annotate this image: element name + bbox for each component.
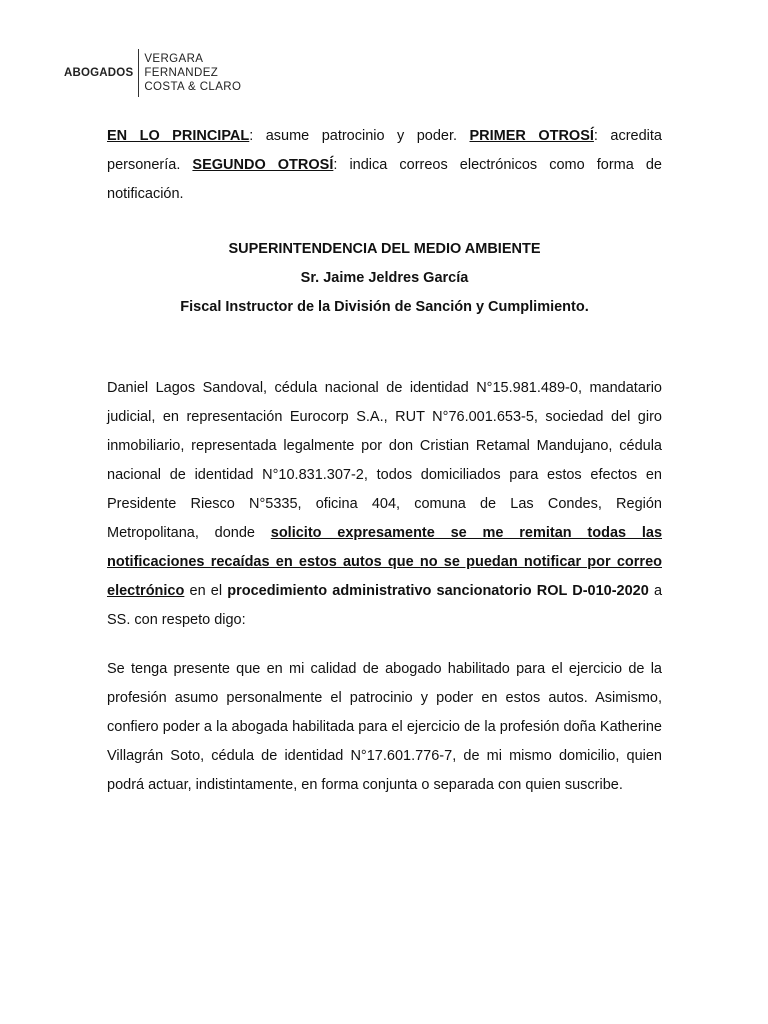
logo-name-line: VERGARA	[144, 53, 204, 65]
summary-segundo-otrosi-label: SEGUNDO OTROSÍ	[192, 157, 334, 173]
summary-principal-text: : asume patrocinio y poder.	[249, 128, 470, 144]
body1-text-a: Daniel Lagos Sandoval, cédula nacional de identidad N°15.981.489-0, mandatario judicial, en representación Eurocorp S.A., RUT N°76.001.653-5, sociedad del giro inmobiliario, representada legalmente por don Cristian Retamal Mandujano, cédula nacional de identidad N°10.831.307-2, todos domiciliados para estos efectos en Presidente Riesco N°5335, oficina 404, comuna de Las Condes, Región Metropolitana, donde	[107, 380, 662, 541]
addressee-institution: SUPERINTENDENCIA DEL MEDIO AMBIENTE	[228, 241, 541, 257]
body-paragraph-2: Se tenga presente que en mi calidad de abogado habilitado para el ejercicio de la profesión asumo personalmente el patrocinio y poder en estos autos. Asimismo, confiero poder a la abogada habilitada para el ejercicio de la profesión doña Katherine Villagrán Soto, cédula de identidad N°17.601.776-7, de mi mismo domicilio, quien podrá actuar, indistintamente, en forma conjunta o separada con quien suscribe.	[107, 661, 662, 793]
summary-principal-label: EN LO PRINCIPAL	[107, 128, 250, 144]
addressee-title: Fiscal Instructor de la División de Sanción y Cumplimiento.	[180, 299, 589, 315]
logo-name-line: FERNANDEZ	[144, 67, 219, 79]
logo-firm-names	[139, 52, 241, 94]
body-paragraph-1	[107, 374, 662, 635]
body1-procedure-ref: procedimiento administrativo sancionatorio ROL D-010-2020	[227, 583, 649, 599]
firm-logo	[64, 49, 241, 97]
summary-segundo-otrosi-text: : indica correos electrónicos como forma de notificación.	[107, 157, 662, 202]
summary-paragraph	[107, 122, 662, 209]
body1-underlined-request: solicito expresamente se me remitan todas las notificaciones recaídas en estos autos que no se puedan notificar por correo electrónico	[107, 525, 663, 599]
logo-name-line: COSTA & CLARO	[144, 81, 242, 93]
summary-primer-otrosi-text: : acredita personería.	[107, 128, 662, 173]
body1-text-c: a SS. con respeto digo:	[107, 583, 663, 628]
addressee-name: Sr. Jaime Jeldres García	[300, 270, 469, 286]
summary-primer-otrosi-label: PRIMER OTROSÍ	[469, 128, 594, 144]
body1-text-b: en el	[184, 583, 228, 599]
logo-abogados: ABOGADOS	[64, 67, 134, 79]
